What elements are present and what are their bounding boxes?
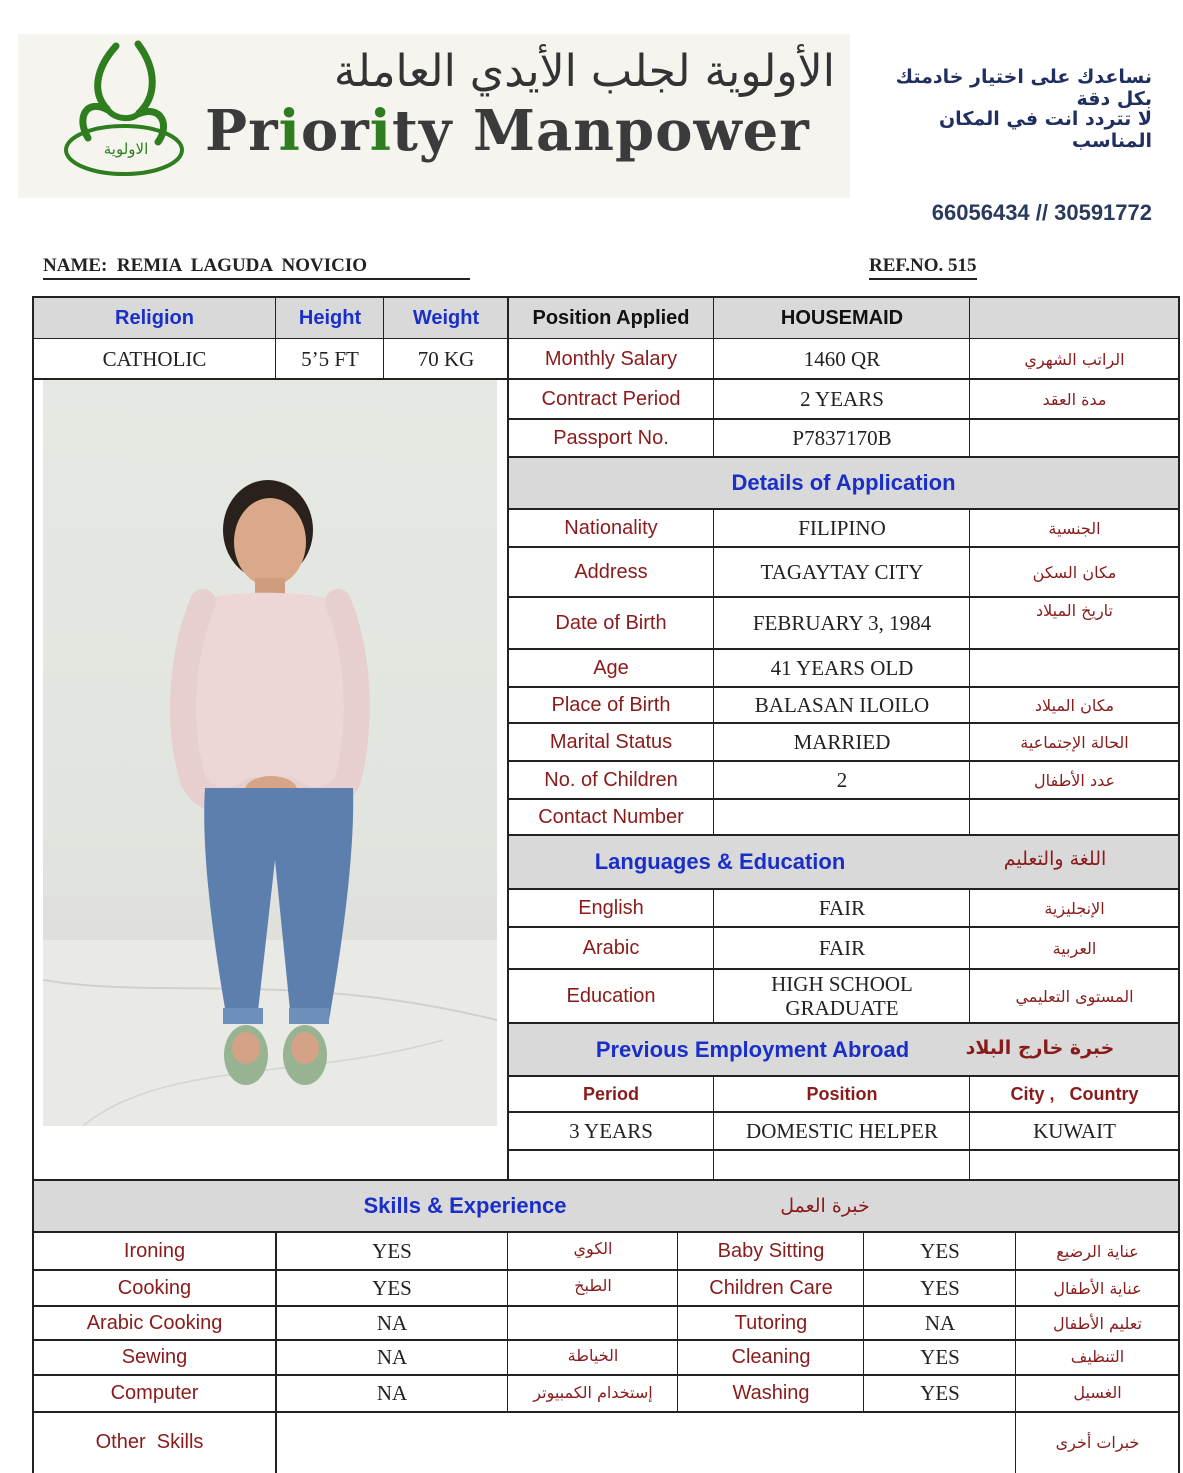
passport-value: P7837170B: [792, 425, 892, 450]
logo-emblem-text: الاولوية: [103, 140, 149, 158]
skill-baby-sitting-value: YES: [920, 1238, 960, 1263]
skill-arabic-cooking-value: NA: [376, 1310, 408, 1335]
address-label: Address: [574, 560, 648, 583]
salary-label: Monthly Salary: [544, 347, 678, 370]
children-value: 2: [836, 767, 848, 792]
tagline-line-1: نساعدك على اختيار خادمتك بكل دقة: [895, 66, 1152, 110]
religion-header: Religion: [33, 297, 276, 339]
birthplace-label: Place of Birth: [551, 693, 671, 716]
nationality-value: FILIPINO: [798, 515, 886, 540]
skill-computer-value: NA: [376, 1381, 408, 1405]
skill-children-care-label: Children Care: [709, 1276, 833, 1299]
arabic-value: FAIR: [818, 935, 866, 960]
candidate-figure-icon: [43, 380, 497, 1126]
age-arabic: [970, 649, 1179, 687]
marital-arabic: الحالة الإجتماعية: [1020, 732, 1129, 752]
skill-cleaning-label: Cleaning: [731, 1346, 811, 1368]
skill-ironing-arabic: الكوي: [573, 1238, 613, 1258]
skill-computer-arabic: إستخدام الكمبيوتر: [533, 1382, 653, 1402]
skill-ironing-label: Ironing: [123, 1239, 186, 1262]
contact-label: Contact Number: [538, 805, 684, 828]
height-header: Height: [276, 297, 384, 339]
employment-period-value-2: [508, 1150, 714, 1180]
employment-section-title: Previous Employment Abroad: [595, 1036, 910, 1062]
logo-english-text: Priority Manpower: [205, 98, 810, 164]
weight-value: 70 KG: [417, 346, 475, 371]
employment-position-value: DOMESTIC HELPER: [746, 1118, 938, 1143]
position-applied-arabic: [970, 297, 1179, 339]
education-label: Education: [566, 984, 656, 1007]
tagline-line-2: لا تتردد انت في المكان المناسب: [938, 108, 1152, 152]
address-arabic: مكان السكن: [1032, 562, 1117, 582]
children-arabic: عدد الأطفال: [1033, 770, 1116, 790]
other-skills-value: [276, 1412, 1016, 1473]
skill-sewing-label: Sewing: [121, 1346, 188, 1368]
skill-sewing-value: NA: [376, 1345, 408, 1369]
birthplace-value: BALASAN ILOILO: [754, 692, 930, 717]
employment-city-header: City , Country: [1010, 1083, 1139, 1104]
skill-cooking-arabic: الطبخ: [574, 1275, 612, 1295]
salary-arabic: الراتب الشهري: [1024, 349, 1125, 369]
marital-value: MARRIED: [793, 729, 891, 754]
employment-city-value: KUWAIT: [1033, 1118, 1116, 1143]
dob-arabic: تاريخ الميلاد: [1036, 600, 1113, 620]
languages-section-title: Languages & Education: [594, 849, 846, 874]
education-value: [714, 969, 970, 1023]
skill-tutoring-arabic: تعليم الأطفال: [1053, 1313, 1142, 1333]
salary-value: 1460 QR: [803, 346, 881, 371]
employment-city-value-2: [970, 1150, 1179, 1180]
skill-baby-sitting-label: Baby Sitting: [717, 1239, 825, 1262]
other-skills-label: Other Skills: [95, 1431, 204, 1453]
other-skills-arabic: خبرات أخرى: [1055, 1433, 1140, 1452]
skills-section: [33, 1180, 1179, 1232]
skill-arabic-cooking-arabic: [508, 1306, 678, 1340]
english-label: English: [578, 896, 644, 919]
nationality-label: Nationality: [564, 516, 658, 539]
marital-label: Marital Status: [549, 730, 673, 753]
candidate-photo: [43, 380, 497, 1126]
skill-children-care-value: YES: [920, 1275, 960, 1300]
contract-value: 2 YEARS: [800, 386, 884, 411]
skill-ironing-value: YES: [372, 1238, 412, 1263]
contact-value: [714, 799, 970, 835]
passport-label: Passport No.: [553, 426, 669, 449]
skill-sewing-arabic: الخياطة: [567, 1345, 619, 1365]
skill-arabic-cooking-label: Arabic Cooking: [86, 1311, 223, 1334]
education-arabic: المستوى التعليمي: [1015, 986, 1134, 1006]
employment-period-header: Period: [582, 1083, 639, 1104]
candidate-name: NAME: REMIA LAGUDA NOVICIO: [43, 255, 470, 280]
skill-children-care-arabic: عناية الأطفال: [1053, 1278, 1142, 1298]
skill-cleaning-value: YES: [920, 1345, 960, 1369]
employment-section-arabic: خبرة خارج البلاد: [965, 1037, 1115, 1059]
position-applied-label: Position Applied: [508, 297, 714, 339]
contact-arabic: [970, 799, 1179, 835]
skill-cooking-label: Cooking: [117, 1276, 192, 1299]
logo-arabic-text: الأولوية لجلب الأيدي العاملة: [333, 46, 835, 97]
education-value-line-2: GRADUATE: [785, 996, 899, 1020]
age-value: 41 YEARS OLD: [770, 655, 914, 680]
skill-washing-value: YES: [920, 1381, 960, 1405]
skills-section-arabic: خبرة العمل: [780, 1195, 870, 1217]
education-value-line-1: HIGH SCHOOL: [771, 972, 913, 996]
skill-washing-label: Washing: [732, 1382, 810, 1404]
nationality-arabic: الجنسية: [1048, 518, 1101, 538]
logo-emblem-icon: [46, 38, 196, 188]
age-label: Age: [593, 656, 629, 679]
dob-value: FEBRUARY 3, 1984: [752, 610, 932, 635]
skill-washing-arabic: الغسيل: [1073, 1382, 1122, 1402]
weight-header: Weight: [384, 297, 508, 339]
birthplace-arabic: مكان الميلاد: [1034, 695, 1115, 715]
position-applied-value: HOUSEMAID: [714, 297, 970, 339]
skill-tutoring-value: NA: [924, 1310, 956, 1335]
skill-tutoring-label: Tutoring: [734, 1311, 808, 1334]
skill-computer-label: Computer: [110, 1382, 199, 1404]
languages-section-arabic: اللغة والتعليم: [1003, 848, 1107, 870]
employment-period-value: 3 YEARS: [569, 1118, 653, 1143]
reference-number: REF.NO. 515: [869, 255, 977, 280]
application-section-title: Details of Application: [508, 457, 1179, 509]
arabic-arabic: العربية: [1052, 938, 1097, 958]
skill-baby-sitting-arabic: عناية الرضيع: [1056, 1241, 1139, 1261]
skill-cooking-value: YES: [372, 1275, 412, 1300]
english-arabic: الإنجليزية: [1044, 898, 1105, 918]
address-value: TAGAYTAY CITY: [760, 559, 924, 584]
arabic-label: Arabic: [582, 936, 640, 959]
religion-value: CATHOLIC: [102, 346, 207, 371]
contract-label: Contract Period: [541, 387, 681, 410]
height-value: 5’5 FT: [301, 346, 359, 371]
dob-label: Date of Birth: [555, 611, 667, 634]
passport-arabic: [970, 419, 1179, 457]
contract-arabic: مدة العقد: [1042, 389, 1107, 409]
english-value: FAIR: [818, 895, 866, 920]
skills-section-title: Skills & Experience: [363, 1193, 567, 1218]
employment-position-header: Position: [806, 1083, 878, 1104]
children-label: No. of Children: [544, 768, 678, 791]
phone-numbers: 66056434 // 30591772: [931, 200, 1152, 225]
skill-cleaning-arabic: التنظيف: [1070, 1346, 1125, 1366]
employment-position-value-2: [714, 1150, 970, 1180]
